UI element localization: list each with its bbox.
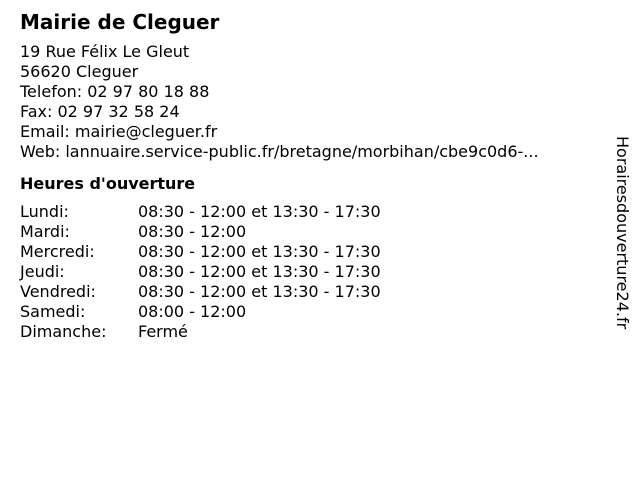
hours-row-vendredi [20,282,610,302]
time-value: 08:30 - 12:00 [138,222,247,241]
contact-card [20,10,610,342]
city-address: 56620 Cleguer [20,62,139,81]
hours-row-lundi [20,202,610,222]
time-value: 08:30 - 12:00 et 13:30 - 17:30 [138,282,381,301]
day-label: Samedi: [20,302,86,321]
day-label: Mardi: [20,222,70,241]
web-address: Web: lannuaire.service-public.fr/bretagne/morbihan/cbe9c0d6-... [20,142,539,161]
hours-table [20,202,610,342]
time-value: 08:30 - 12:00 et 13:30 - 17:30 [138,202,381,221]
hours-row-samedi [20,302,610,322]
time-value: 08:30 - 12:00 et 13:30 - 17:30 [138,262,381,281]
time-value: 08:00 - 12:00 [138,302,247,321]
page-title: Mairie de Cleguer [20,10,220,34]
hours-row-mercredi [20,242,610,262]
brand-watermark: Horairesdouverture24.fr [613,136,632,330]
phone-number: Telefon: 02 97 80 18 88 [20,82,210,101]
time-value: 08:30 - 12:00 et 13:30 - 17:30 [138,242,381,261]
day-label: Dimanche: [20,322,107,341]
street-address: 19 Rue Félix Le Gleut [20,42,190,61]
fax-number: Fax: 02 97 32 58 24 [20,102,180,121]
hours-heading: Heures d'ouverture [20,174,196,193]
day-label: Mercredi: [20,242,95,261]
day-label: Vendredi: [20,282,96,301]
time-value: Fermé [138,322,188,341]
hours-row-mardi [20,222,610,242]
day-label: Jeudi: [20,262,65,281]
email-address: Email: mairie@cleguer.fr [20,122,218,141]
hours-row-dimanche [20,322,610,342]
day-label: Lundi: [20,202,69,221]
hours-row-jeudi [20,262,610,282]
